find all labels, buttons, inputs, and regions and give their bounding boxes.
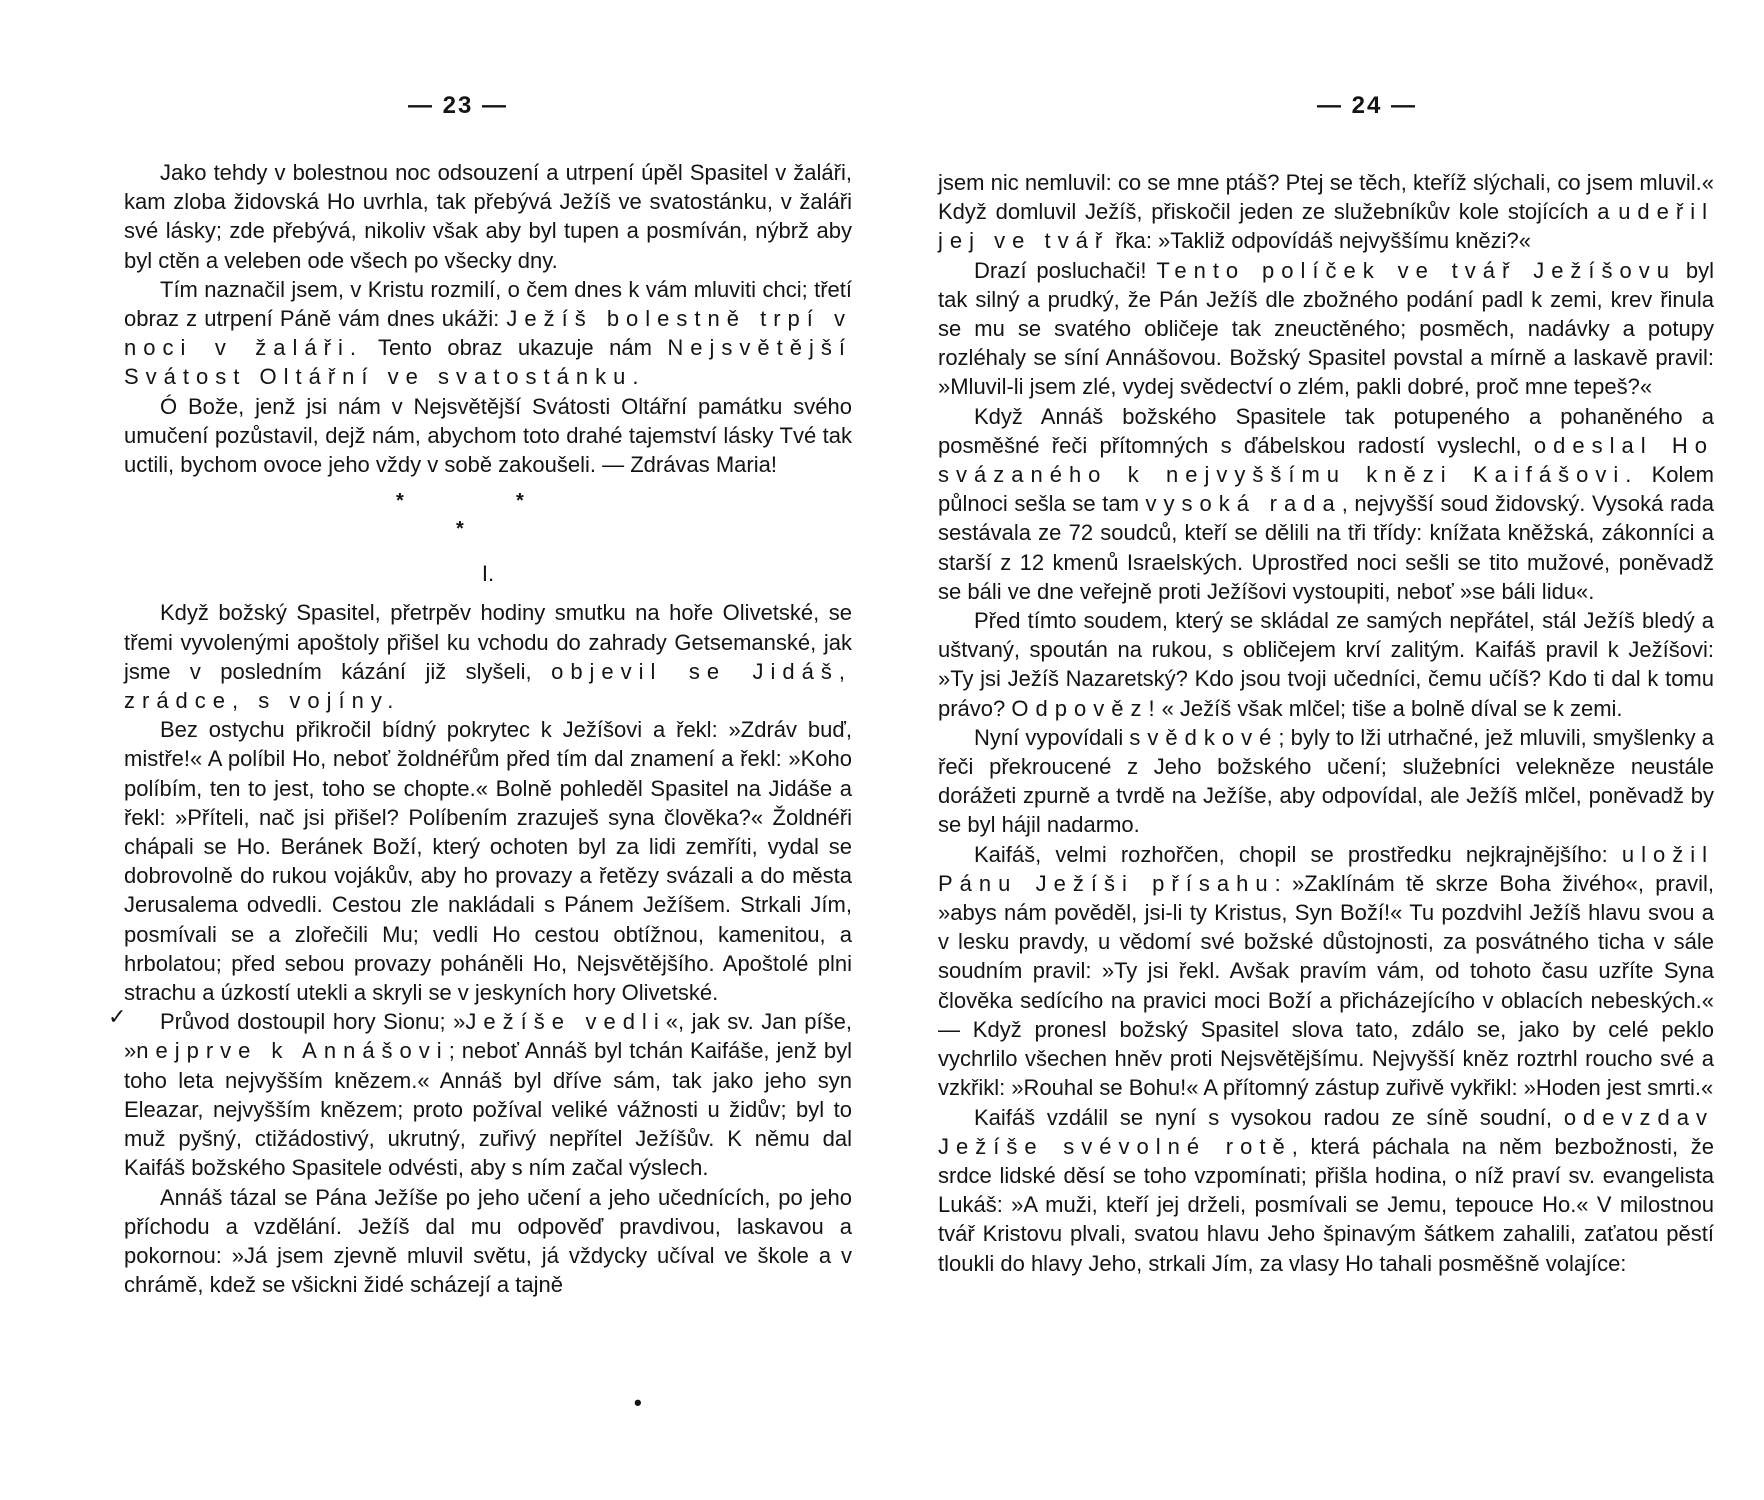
left-text-column: [124, 158, 852, 1299]
paragraph: Annáš tázal se Pána Ježíše po jeho učení a jeho učednících, po jeho příchodu a vzdělání. Ježíš dal mu odpověď pravdivou, laskavou a pokornou: »Já jsem zjevně mluvil světu, já vždycky učíval ve škole a v chrámě, kdež se všickni židé scházejí a tajně: [124, 1184, 852, 1298]
page-number-left: — 23 —: [408, 92, 509, 119]
spaced-emphasis: odevzdav Ježíše svévolné rotě: [938, 1104, 1714, 1159]
paragraph: Kaifáš vzdálil se nyní s vysokou radou ze síně soudní, odevzdav Ježíše svévolné rotě, která páchala na něm bezbožnosti, že srdce lidské děsí se toho vzpomínati; přišla hodina, o níž praví sv. evangelista Lukáš: »A muži, kteří jej drželi, posmívali se Jemu, tepouce Ho.« V milostnou tvář Kristovu plvali, svatou hlavu Jeho špinavým šátkem zahalili, zaťatou pěstí tloukli do hlavy Jeho, strkali Jím, za vlasy Ho tahali posměšně volajíce:: [938, 1104, 1714, 1276]
right-text-column: [938, 168, 1714, 1278]
paragraph: jsem nic nemluvil: co se mne ptáš? Ptej se těch, kteříž slýchali, co jsem mluvil.« Když domluvil Ježíš, přiskočil jeden ze služebníkův kole stojících a udeřil jej ve tvář řka: »Takliž odpovídáš nejvyššímu knězi?«: [938, 170, 1714, 254]
paragraph: Tím naznačil jsem, v Kristu rozmilí, o čem dnes k vám mluviti chci; třetí obraz z utrpení Páně vám dnes ukáži: Ježíš bolestně trpí v noci v žaláři. Tento obraz ukazuje nám Nejsvětější Svátost Oltářní ve svatostánku.: [124, 276, 852, 390]
spaced-emphasis: odeslal Ho svázaného k nejvyššímu knězi Kaifášovi.: [938, 432, 1715, 488]
spaced-emphasis: Ježíše vedli: [465, 1009, 666, 1035]
page-number-right: — 24 —: [1317, 92, 1418, 119]
bottom-mark: •: [634, 1390, 642, 1415]
paragraph: Průvod dostoupil hory Sionu; »Ježíše vedli«, jak sv. Jan píše, »nejprve k Annášovi; neboť Annáš byl tchán Kaifáše, jenž byl toho leta nejvyšším knězem.« Annáš byl dříve sám, tak jako jeho syn Eleazar, nejvyšším knězem; proto požíval veliké vážnosti u židův; byl to muž pyšný, ctižádostivý, ukrutný, zuřivý nepřítel Ježíšův. K němu dal Kaifáš božského Spasitele odvésti, aby s ním začal výslech.: [124, 1009, 853, 1181]
spaced-emphasis: svědkové: [1129, 724, 1279, 750]
spaced-emphasis: Odpověz!: [1011, 695, 1162, 721]
spaced-emphasis: objevil se Jidáš, zrádce, s vojíny.: [124, 658, 852, 714]
asterisk: *: [396, 490, 404, 513]
spaced-emphasis: Tento políček ve tvář Ježíšovu: [1156, 257, 1677, 283]
asterisk: *: [516, 490, 524, 513]
spaced-emphasis: vysoká rada: [1145, 491, 1342, 517]
margin-mark: ✓: [108, 1004, 127, 1029]
paragraph: Jako tehdy v bolestnou noc odsouzení a utrpení úpěl Spasitel v žaláři, kam zloba židovská Ho uvrhla, tak přebývá Ježíš ve svatostánku, v žaláři své lásky; zde přebývá, nikoliv však aby byl tupen a posmíván, nýbrž aby byl ctěn a veleben ode všech po všecky dny.: [124, 160, 852, 273]
paragraph: Nyní vypovídali svědkové; byly to lži utrhačné, jež mluvili, smyšlenky a řeči překroucené z Jeho božského učení; služebníci velekněze neustále dorážeti zpurně a tvrdě na Ježíše, aby odpovídal, ale Ježíš mlčel, poněvadž by se byl hájil nadarmo.: [938, 724, 1714, 838]
asterisk: *: [456, 518, 464, 541]
section-heading: I.: [481, 561, 495, 587]
paragraph: Bez ostychu přikročil bídný pokrytec k Ježíšovi a řekl: »Zdráv buď, mistře!« A políbil Ho, neboť žoldnéřům před tím dal znamení a řekl: »Koho políbím, ten to jest, toho se chopte.« Bolně pohleděl Spasitel na Jidáše a řekl: »Příteli, nač jsi přišel? Políbením zrazuješ syna člověka?« Žoldnéři chápali se Ho. Beránek Boží, který ochoten byl za lidi zemříti, vydal se dobrovolně do rukou vojákův, aby ho provazy a řetězy svázali a do města Jerusalema odvedli. Cestou zle nakládali s Pánem Ježíšem. Strkali Jím, posmívali se a zlořečili Mu; vedli Ho cestou obtížnou, kamenitou, a hrbolatou; před sebou provazy poháněli Ho, Nejsvětějšího. Apoštolé plni strachu a úzkostí utekli a skryli se v jeskyních hory Olivetské.: [124, 717, 852, 1006]
paragraph: Když božský Spasitel, přetrpěv hodiny smutku na hoře Olivetské, se třemi vyvolenými apoštoly přišel ku vchodu do zahrady Getsemanské, jak jsme v posledním kázání již slyšeli, objevil se Jidáš, zrádce, s vojíny.: [124, 600, 852, 714]
spaced-emphasis: nejprve k Annášovi: [136, 1038, 449, 1064]
paragraph: Ó Bože, jenž jsi nám v Nejsvětější Svátosti Oltářní památku svého umučení pozůstavil, dejž nám, abychom toto drahé tajemství lásky Tvé tak uctili, bychom ovoce jeho vždy v sobě zakoušeli. — Zdrávas Maria!: [124, 393, 852, 478]
paragraph: Před tímto soudem, který se skládal ze samých nepřátel, stál Ježíš bledý a uštvaný, spoután na rukou, s obličejem krví zalitým. Kaifáš pravil k Ježíšovi: »Ty jsi Ježíš Nazaretský? Kdo jsou tvoji učedníci, čemu učíš? Kdo ti dal k tomu právo? Odpověz!« Ježíš však mlčel; tiše a bolně díval se k zemi.: [938, 608, 1714, 721]
paragraph: Když Annáš božského Spasitele tak potupeného a pohaněného a posměšné řeči přítomných s ďábelskou radostí vyslechl, odeslal Ho svázaného k nejvyššímu knězi Kaifášovi. Kolem půlnoci sešla se tam vysoká rada, nejvyšší soud židovský. Vysoká rada sestávala ze 72 soudců, kteří se dělili na tři třídy: knížata kněžská, zákonníci a starší z 12 kmenů Israelských. Uprostřed noci sešli se tito mužové, poněvadž se báli ve dne veřejně proti Ježíšovi vystoupiti, neboť »se báli lidu«.: [938, 403, 1715, 604]
spaced-emphasis: Nejsvětější Svátost Oltářní ve svatostánku.: [124, 335, 852, 390]
spaced-emphasis: udeřil jej ve tvář: [938, 199, 1714, 254]
paragraph: Drazí posluchači! Tento políček ve tvář Ježíšovu byl tak silný a prudký, že Pán Ježíš dle zbožného podání padl k zemi, krev řinula se mu se svatého obličeje tak zneuctěného; posměch, nadávky a potupy rozléhaly se síní Annášovou. Božský Spasitel povstal a mírně a laskavě pravil: »Mluvil-li jsem zlé, vydej svědectví o zlém, pakli dobré, proč mne tepeš?«: [938, 257, 1714, 400]
spaced-emphasis: Ježíš bolestně trpí v noci v žaláři.: [124, 306, 852, 361]
section-divider: [124, 487, 852, 549]
paragraph: Kaifáš, velmi rozhořčen, chopil se prostředku nejkrajnějšího: uložil Pánu Ježíši přísahu: »Zaklínám tě skrze Boha živého«, pravil, »abys nám pověděl, jsi-li ty Kristus, Syn Boží!« Tu pozdvihl Ježíš hlavu svou a v lesku pravdy, u vědomí své božské důstojnosti, za posvátného ticha v sále soudním pravil: »Ty jsi řekl. Avšak pravím vám, od tohoto času uzříte Syna člověka sedícího na pravici moci Boží a přicházejícího v oblacích nebeských.« — Když pronesl božský Spasitel slova tato, zdálo se, jako by celé peklo vychrlilo všechen hněv proti Nejsvětějšímu. Nejvyšší kněz roztrhl roucho své a vzkřikl: »Rouhal se Bohu!« A přítomný zástup zuřivě vykřikl: »Hoden jest smrti.«: [938, 841, 1714, 1101]
right-page: [882, 0, 1764, 1500]
spaced-emphasis: uložil Pánu Ježíši přísahu: [938, 841, 1714, 896]
